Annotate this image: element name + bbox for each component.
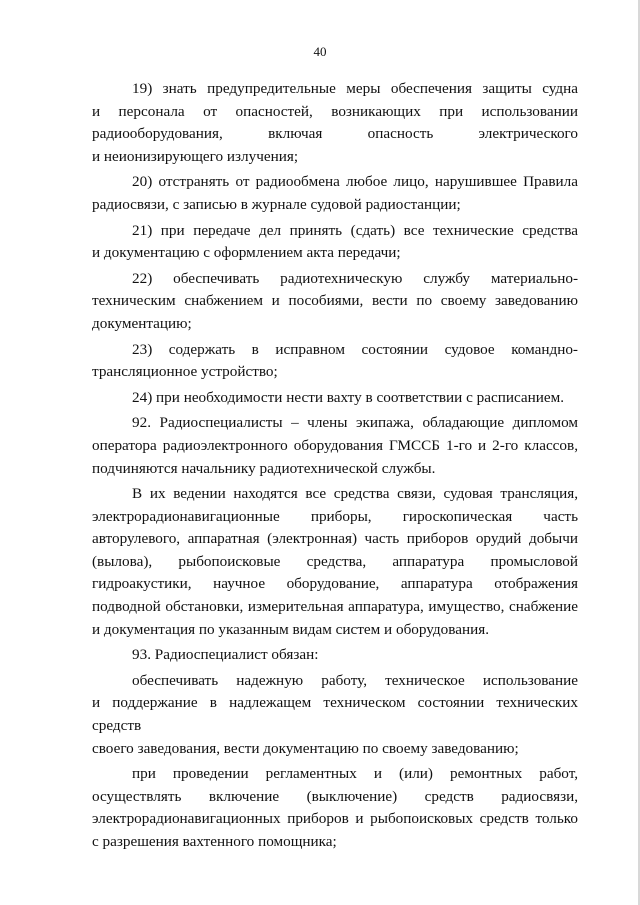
paragraph-item-93-duty-1 xyxy=(92,670,578,760)
paragraph-line: радиооборудования, включая опасность электрического xyxy=(92,125,578,143)
paragraph-line: при проведении регламентных и (или) ремонтных работ, xyxy=(132,765,578,783)
paragraph-item-20 xyxy=(92,171,578,216)
paragraph-item-19 xyxy=(92,78,578,168)
paragraph-line: своего заведования, вести документацию по своему заведованию; xyxy=(92,739,519,757)
paragraph-line: и неионизирующего излучения; xyxy=(92,147,299,165)
paragraph-item-23 xyxy=(92,339,578,384)
paragraph-line: 19) знать предупредительные меры обеспечения защиты судна xyxy=(132,80,578,97)
paragraph-line: подводной обстановки, измерительная аппаратура, имущество, снабжение xyxy=(92,598,578,616)
paragraph-line: подчиняются начальнику радиотехнической службы. xyxy=(92,459,436,477)
document-body xyxy=(92,78,578,857)
paragraph-item-24 xyxy=(92,387,578,410)
paragraph-line: 93. Радиоспециалист обязан: xyxy=(132,646,319,664)
paragraph-line: электрорадионавигационных приборов и рыбопоисковых средств только xyxy=(92,810,578,828)
paragraph-line: электрорадионавигационные приборы, гироскопическая часть xyxy=(92,507,578,525)
paragraph-line: 24) при необходимости нести вахту в соответствии с расписанием. xyxy=(132,388,565,406)
paragraph-line: гидроакустики, научное оборудование, аппаратура отображения xyxy=(92,575,578,593)
paragraph-item-21 xyxy=(92,220,578,265)
paragraph-line: и документацию с оформлением акта передачи; xyxy=(92,244,401,262)
paragraph-item-22 xyxy=(92,268,578,336)
paragraph-line: 23) содержать в исправном состоянии судовое командно- xyxy=(132,340,578,358)
paragraph-line: 92. Радиоспециалисты – члены экипажа, обладающие дипломом xyxy=(132,414,578,432)
paragraph-line: радиосвязи, с записью в журнале судовой радиостанции; xyxy=(92,195,461,213)
paragraph-item-93-duty-2 xyxy=(92,763,578,853)
paragraph-line: и документация по указанным видам систем и оборудования. xyxy=(92,620,490,638)
paragraph-item-92-scope xyxy=(92,483,578,641)
paragraph-line: и поддержание в надлежащем техническом состоянии технических средств xyxy=(92,694,578,735)
paragraph-line: авторулевого, аппаратная (электронная) часть приборов орудий добычи xyxy=(92,530,578,548)
paragraph-line: трансляционное устройство; xyxy=(92,363,278,381)
paragraph-item-93 xyxy=(92,644,578,667)
paragraph-item-92 xyxy=(92,412,578,480)
paragraph-line: обеспечивать надежную работу, техническое использование xyxy=(132,671,578,689)
paragraph-line: В их ведении находятся все средства связи, судовая трансляция, xyxy=(132,485,578,503)
paragraph-line: (вылова), рыбопоисковые средства, аппаратура промысловой xyxy=(92,552,578,570)
paragraph-line: документацию; xyxy=(92,314,192,332)
paragraph-line: осуществлять включение (выключение) средств радиосвязи, xyxy=(92,787,578,805)
paragraph-line: 20) отстранять от радиообмена любое лицо, нарушившее Правила xyxy=(132,173,578,191)
paragraph-line: оператора радиоэлектронного оборудования ГМССБ 1-го и 2-го классов, xyxy=(92,436,578,454)
paragraph-line: техническим снабжением и пособиями, вести по своему заведованию xyxy=(92,292,578,310)
paragraph-line: 22) обеспечивать радиотехническую службу материально- xyxy=(132,269,578,287)
page-number: 40 xyxy=(313,44,327,59)
paragraph-line: 21) при передаче дел принять (сдать) все технические средства xyxy=(132,221,578,239)
paragraph-line: с разрешения вахтенного помощника; xyxy=(92,833,337,850)
paragraph-line: и персонала от опасностей, возникающих при использовании xyxy=(92,102,578,120)
